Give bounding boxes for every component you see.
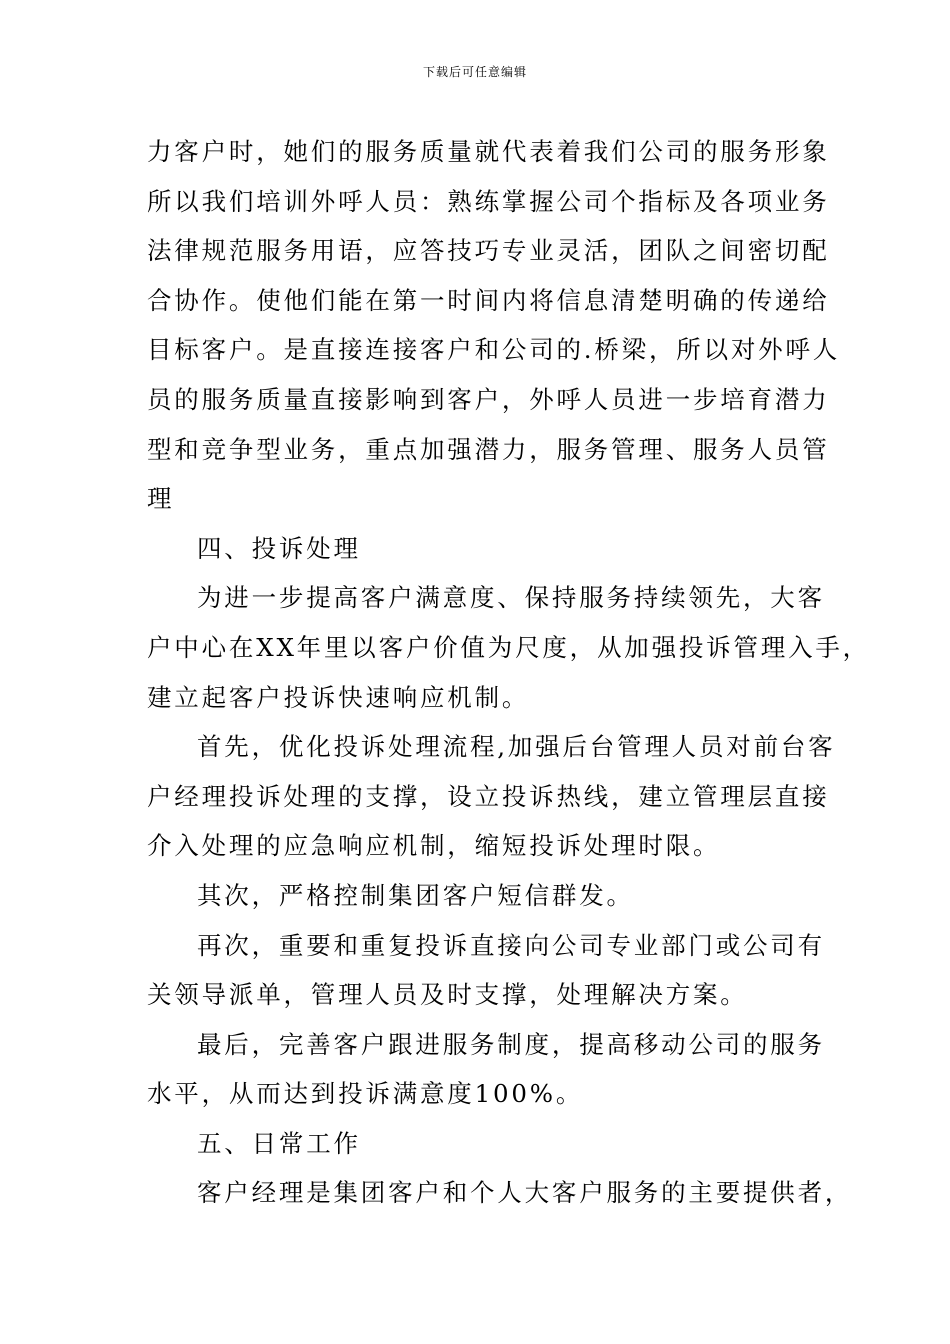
document-body	[147, 127, 870, 1218]
text-line: 再次，重要和重复投诉直接向公司专业部门或公司有	[197, 930, 825, 960]
text-line: 关领导派单，管理人员及时支撑，处理解决方案。	[147, 980, 748, 1010]
text-line: 理	[147, 484, 175, 514]
text-line: 所以我们培训外呼人员：熟练掌握公司个指标及各项业务	[147, 186, 830, 216]
text-line: 目标客户。是直接连接客户和公司的.桥梁，所以对外呼人	[147, 335, 841, 365]
text-line: 力客户时，她们的服务质量就代表着我们公司的服务形象	[147, 137, 830, 166]
text-line: 户经理投诉处理的支撑，设立投诉热线，建立管理层直接	[147, 781, 830, 811]
text-line: 介入处理的应急响应机制，缩短投诉处理时限。	[147, 831, 721, 861]
text-line: 其次，严格控制集团客户短信群发。	[197, 880, 634, 910]
text-line: 户中心在XX年里以客户价值为尺度，从加强投诉管理入手，	[147, 632, 870, 662]
text-line: 最后，完善客户跟进服务制度，提高移动公司的服务	[197, 1029, 825, 1059]
text-line: 型和竞争型业务，重点加强潜力，服务管理、服务人员管	[147, 434, 830, 464]
section-heading: 五、日常工作	[197, 1128, 361, 1158]
text-line: 水平，从而达到投诉满意度100%。	[147, 1079, 584, 1109]
text-line: 法律规范服务用语，应答技巧专业灵活，团队之间密切配	[147, 236, 830, 266]
text-line: 客户经理是集团客户和个人大客户服务的主要提供者，	[197, 1178, 853, 1208]
page-header: 下载后可任意编辑	[422, 65, 527, 79]
text-line: 合协作。使他们能在第一时间内将信息清楚明确的传递给	[147, 285, 830, 315]
text-line: 首先，优化投诉处理流程,加强后台管理人员对前台客	[197, 732, 836, 762]
section-heading: 四、投诉处理	[197, 533, 361, 563]
text-line: 为进一步提高客户满意度、保持服务持续领先，大客	[197, 583, 825, 613]
text-line: 建立起客户投诉快速响应机制。	[147, 682, 530, 712]
text-line: 员的服务质量直接影响到客户，外呼人员进一步培育潜力	[147, 384, 830, 414]
